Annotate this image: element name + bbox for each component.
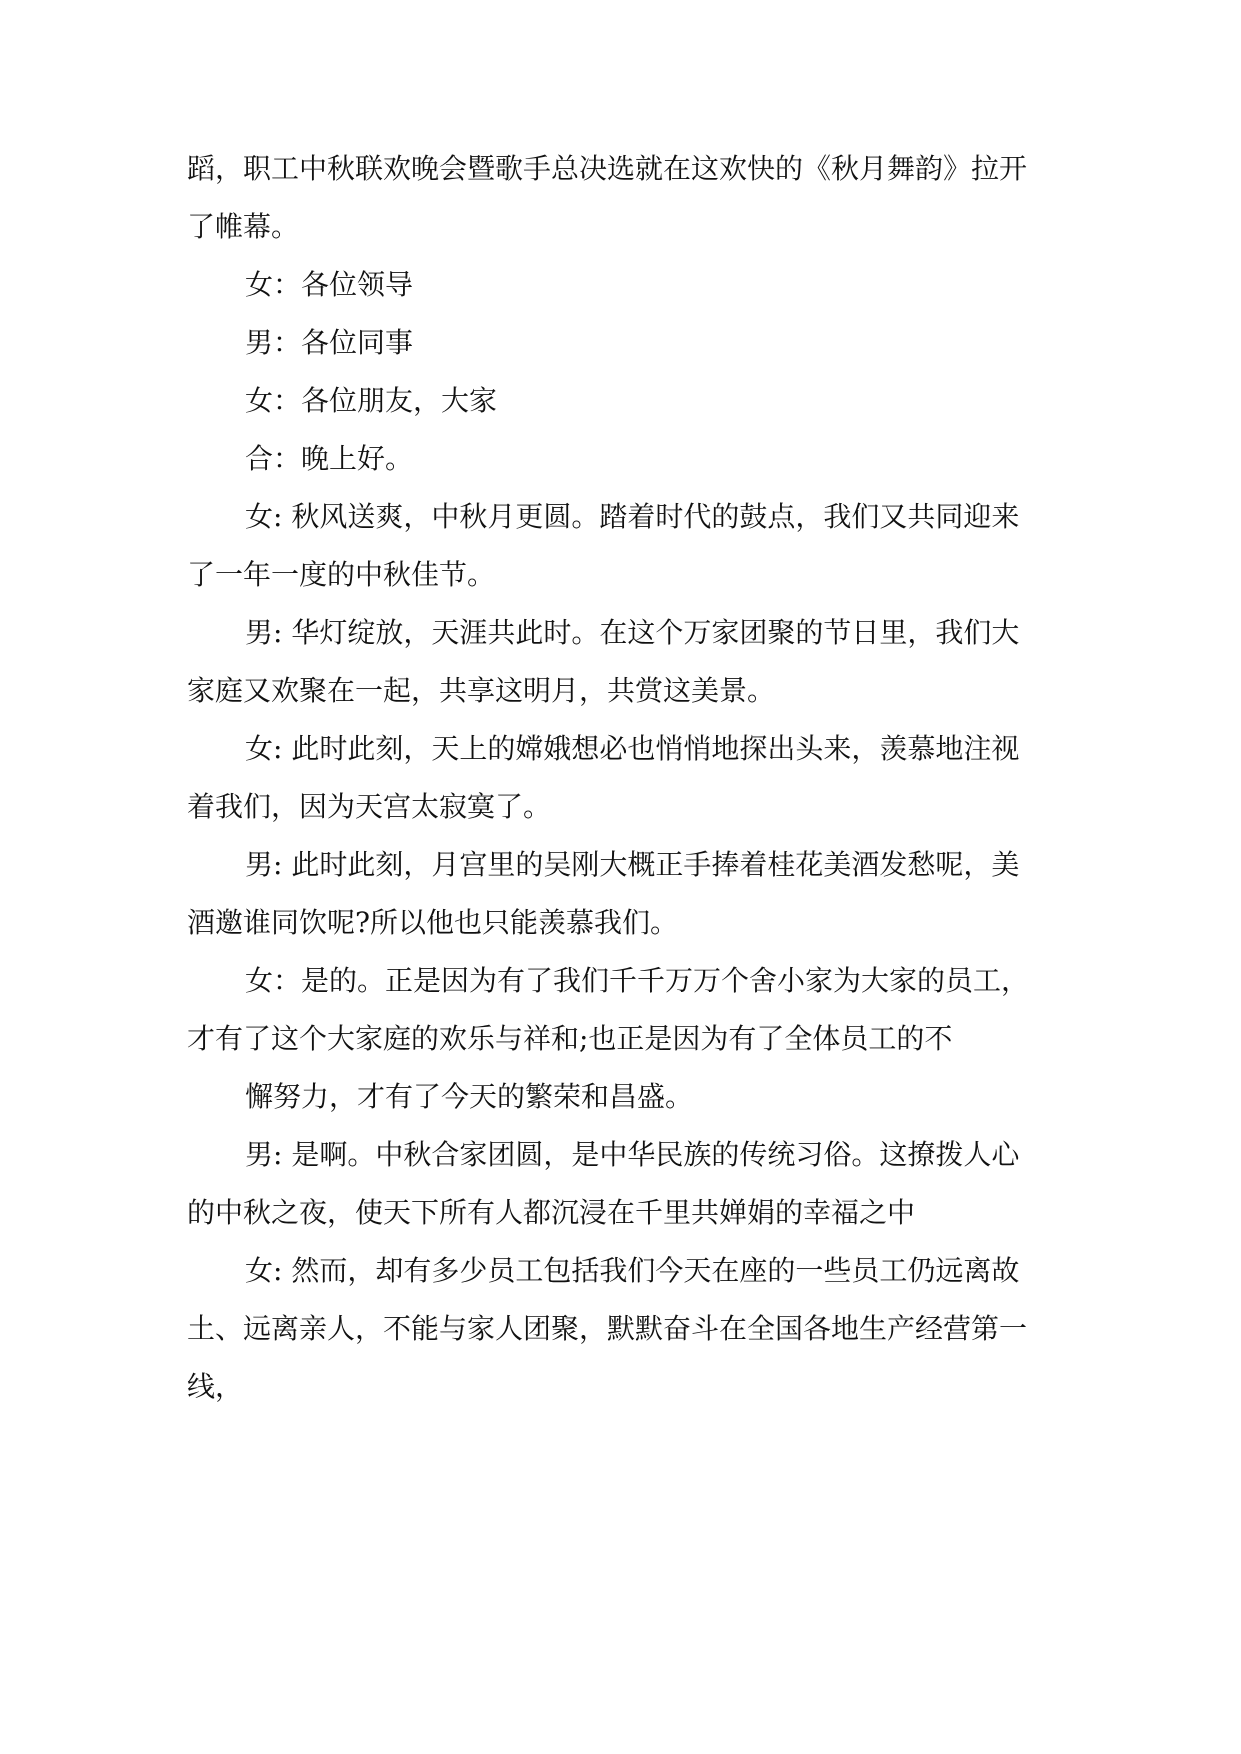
text-line: 了帷幕。	[187, 210, 300, 243]
dialogue-line: 女: 秋风送爽，中秋月更圆。踏着时代的鼓点，我们又共同迎来	[245, 500, 1020, 533]
dialogue-line: 男: 是啊。中秋合家团圆，是中华民族的传统习俗。这撩拨人心	[245, 1138, 1020, 1171]
text-line: 土、远离亲人，不能与家人团聚，默默奋斗在全国各地生产经营第一	[187, 1312, 1028, 1345]
dialogue-line: 合：晚上好。	[245, 442, 414, 475]
dialogue-line: 女：是的。正是因为有了我们千千万万个舍小家为大家的员工，	[245, 964, 1030, 997]
text-line: 蹈，职工中秋联欢晚会暨歌手总决选就在这欢快的《秋月舞韵》拉开	[187, 152, 1028, 185]
text-line: 家庭又欢聚在一起，共享这明月，共赏这美景。	[187, 674, 776, 707]
text-line: 的中秋之夜，使天下所有人都沉浸在千里共婵娟的幸福之中	[187, 1196, 916, 1229]
dialogue-line: 男：各位同事	[245, 326, 414, 359]
text-line: 懈努力，才有了今天的繁荣和昌盛。	[245, 1080, 694, 1113]
dialogue-line: 女：各位领导	[245, 268, 414, 301]
text-line: 着我们，因为天宫太寂寞了。	[187, 790, 552, 823]
text-line: 线，	[187, 1370, 244, 1403]
text-line: 才有了这个大家庭的欢乐与祥和;也正是因为有了全体员工的不	[187, 1022, 953, 1055]
text-line: 了一年一度的中秋佳节。	[187, 558, 496, 591]
dialogue-line: 女: 然而，却有多少员工包括我们今天在座的一些员工仍远离故	[245, 1254, 1020, 1287]
dialogue-line: 男: 华灯绽放，天涯共此时。在这个万家团聚的节日里，我们大	[245, 616, 1020, 649]
dialogue-line: 男: 此时此刻，月宫里的吴刚大概正手捧着桂花美酒发愁呢，美	[245, 848, 1020, 881]
dialogue-line: 女: 此时此刻，天上的嫦娥想必也悄悄地探出头来，羡慕地注视	[245, 732, 1020, 765]
dialogue-line: 女：各位朋友，大家	[245, 384, 498, 417]
text-line: 酒邀谁同饮呢?所以他也只能羡慕我们。	[187, 906, 679, 939]
